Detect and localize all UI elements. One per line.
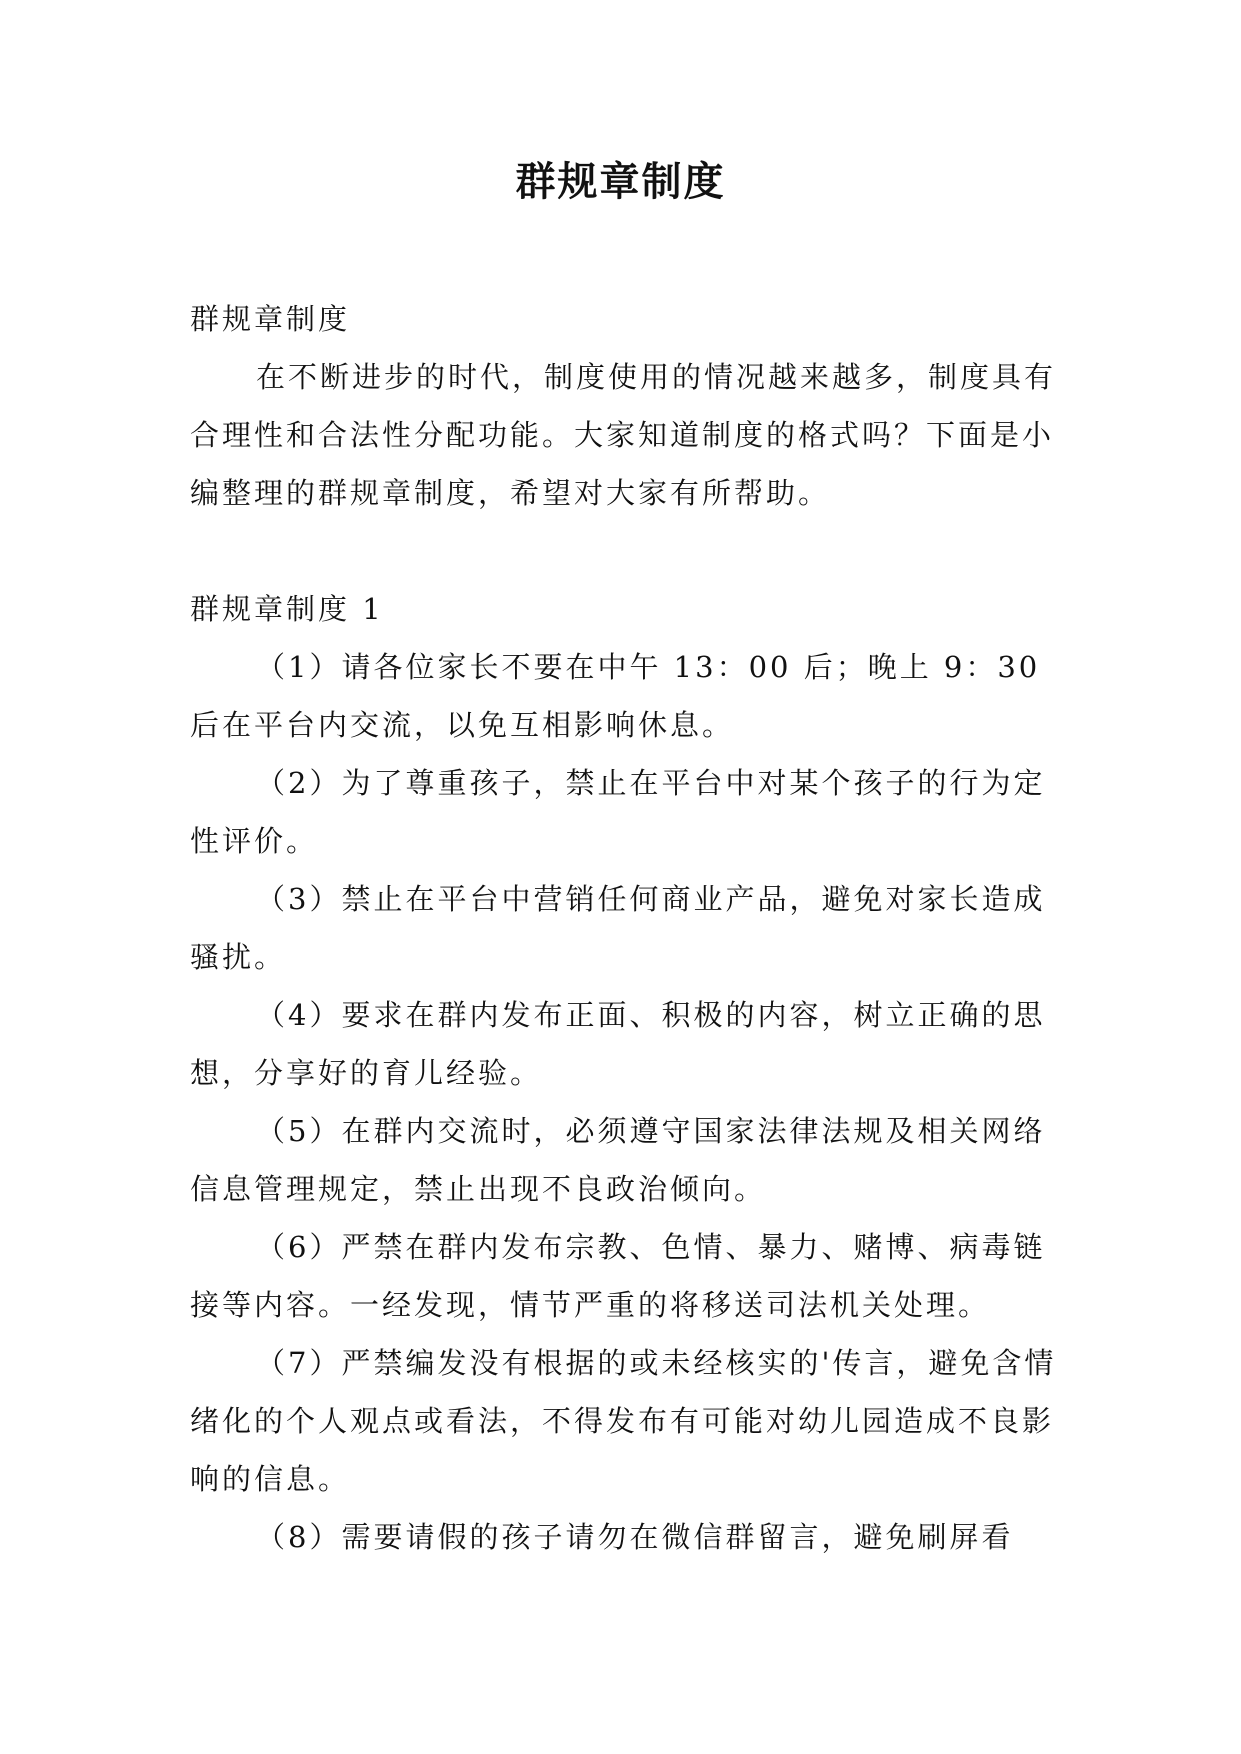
rule-6: （6）严禁在群内发布宗教、色情、暴力、赌博、病毒链接等内容。一经发现，情节严重的将移送司法机关处理。 xyxy=(190,1230,1046,1322)
document-title: 群规章制度 xyxy=(515,158,726,205)
intro-paragraph: 在不断进步的时代，制度使用的情况越来越多，制度具有合理性和合法性分配功能。大家知道制度的格式吗？下面是小编整理的群规章制度，希望对大家有所帮助。 xyxy=(190,360,1057,510)
rule-8: （8）需要请假的孩子请勿在微信群留言，避免刷屏看 xyxy=(256,1520,1014,1554)
rule-3: （3）禁止在平台中营销任何商业产品，避免对家长造成骚扰。 xyxy=(190,882,1046,974)
rule-1: （1）请各位家长不要在中午 13：00 后；晚上 9：30 后在平台内交流，以免互相影响休息。 xyxy=(190,650,1041,742)
paragraph-gap xyxy=(190,522,1070,580)
document-subtitle: 群规章制度 xyxy=(190,302,351,336)
rule-7: （7）严禁编发没有根据的或未经核实的'传言，避免含情绪化的个人观点或看法，不得发布有可能对幼儿园造成不良影响的信息。 xyxy=(190,1346,1057,1496)
rule-4: （4）要求在群内发布正面、积极的内容，树立正确的思想，分享好的育儿经验。 xyxy=(190,998,1046,1090)
rule-2: （2）为了尊重孩子，禁止在平台中对某个孩子的行为定性评价。 xyxy=(190,766,1046,858)
document-body xyxy=(190,290,1070,1566)
section-heading: 群规章制度 1 xyxy=(190,592,384,626)
rule-5: （5）在群内交流时，必须遵守国家法律法规及相关网络信息管理规定，禁止出现不良政治倾向。 xyxy=(190,1114,1046,1206)
